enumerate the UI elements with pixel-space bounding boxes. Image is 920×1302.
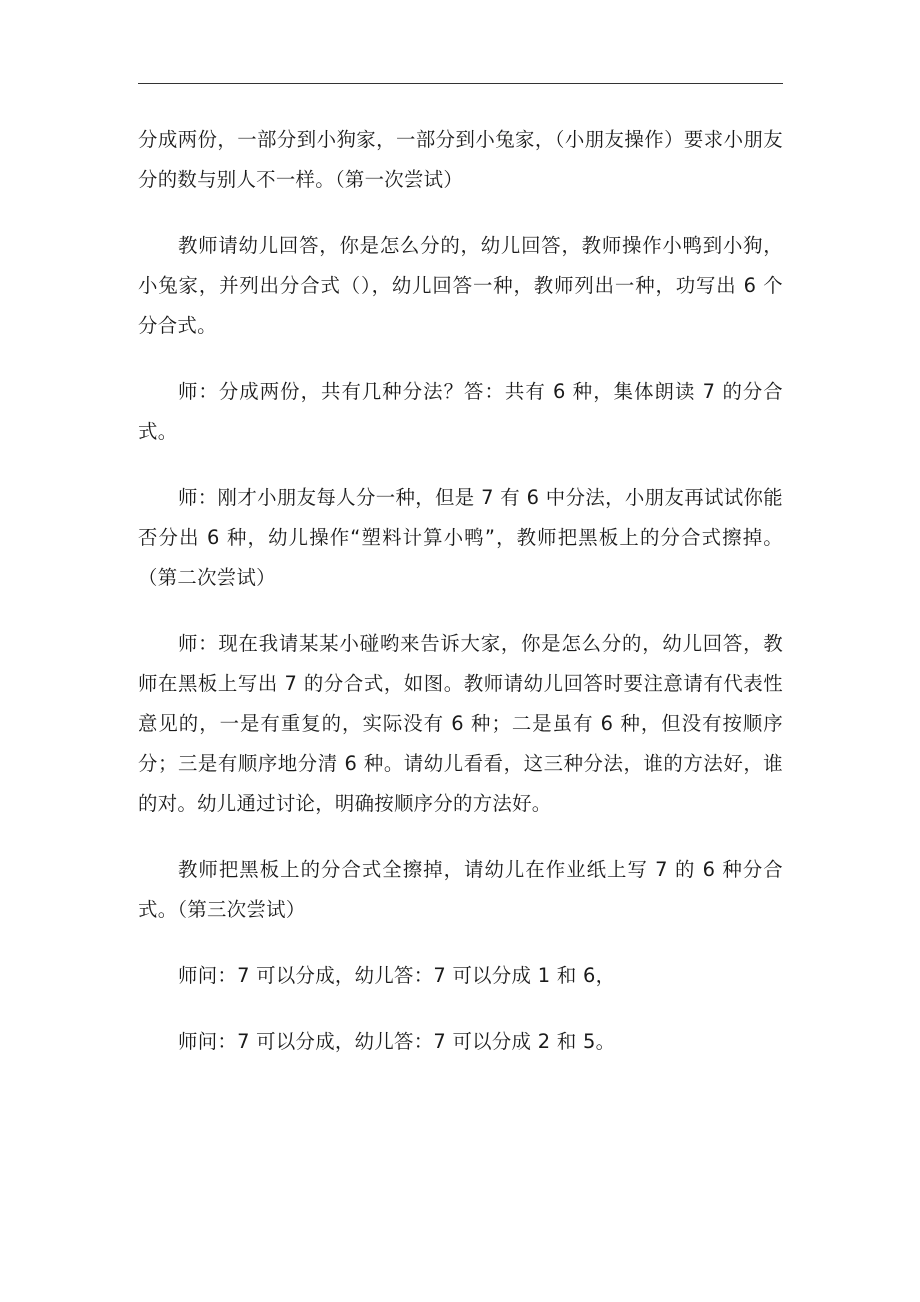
document-body — [138, 120, 783, 1088]
paragraph-7: 师问：7 可以分成，幼儿答：7 可以分成 1 和 6， — [178, 964, 616, 987]
paragraph-2: 教师请幼儿回答，你是怎么分的，幼儿回答，教师操作小鸭到小狗，小兔家，并列出分合式（），幼儿回答一种，教师列出一种，功写出 6 个分合式。 — [138, 234, 783, 337]
paragraph-4: 师：刚才小朋友每人分一种，但是 7 有 6 中分法，小朋友再试试你能否分出 6 种，幼儿操作“塑料计算小鸭”，教师把黑板上的分合式擦掉。（第二次尝试） — [138, 486, 783, 589]
paragraph-6: 教师把黑板上的分合式全擦掉，请幼儿在作业纸上写 7 的 6 种分合式。（第三次尝试） — [138, 858, 783, 921]
paragraph-5: 师：现在我请某某小碰哟来告诉大家，你是怎么分的，幼儿回答，教师在黑板上写出 7 的分合式，如图。教师请幼儿回答时要注意请有代表性意见的，一是有重复的，实际没有 6 种；二是虽有 6 种，但没有按顺序分；三是有顺序地分清 6 种。请幼儿看看，这三种分法，谁的方法好，谁的对。幼儿通过讨论，明确按顺序分的方法好。 — [138, 632, 783, 815]
paragraph-8: 师问：7 可以分成，幼儿答：7 可以分成 2 和 5。 — [178, 1030, 616, 1053]
paragraph-1: 分成两份，一部分到小狗家，一部分到小兔家，（小朋友操作）要求小朋友分的数与别人不一样。（第一次尝试） — [138, 128, 783, 191]
header-divider — [138, 83, 783, 84]
paragraph-3: 师：分成两份，共有几种分法？答：共有 6 种，集体朗读 7 的分合式。 — [138, 380, 783, 443]
